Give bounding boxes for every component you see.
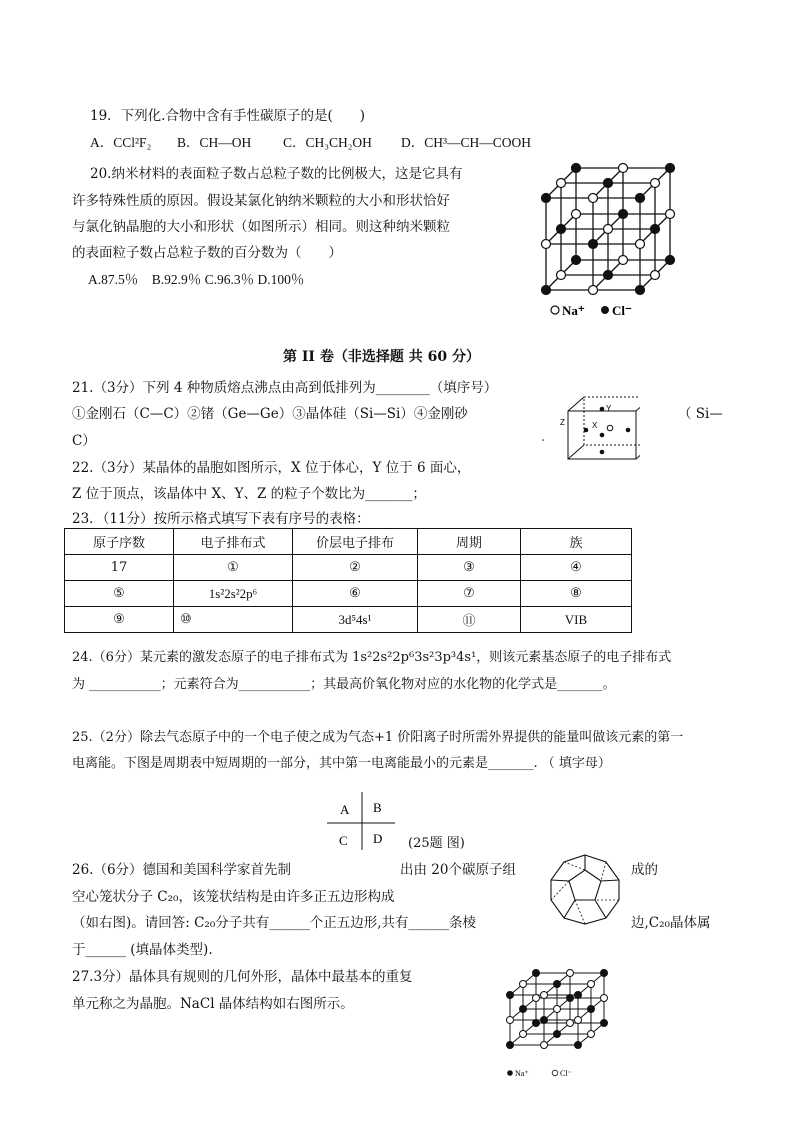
label-x: X <box>592 421 598 430</box>
q26-line-3a: （如右图)。请回答: C₂₀分子共有______个正五边形,共有______条棱 <box>72 915 477 931</box>
q24-line-2: 为 ___________；元素符合为___________；其最高价氧化物对应的水化物的化学式是_______。 <box>72 677 616 692</box>
q20-line-2: 许多特殊性质的原因。假设某氯化钠纳米颗粒的大小和形状恰好 <box>72 193 450 209</box>
q26-line-1b: 出由 20个碳原子组 <box>400 862 516 878</box>
table-cell: ⑥ <box>293 581 418 607</box>
periodic-fragment <box>327 792 397 852</box>
q19-option-c: C．CH₃CH₂OH <box>283 135 372 150</box>
cl-legend-icon <box>601 306 609 314</box>
q26-line-4: 于______ (填晶体类型). <box>72 942 213 958</box>
q25-line-1: 25.（2分）除去气态原子中的一个电子使之成为气态+1 价阳离子时所需外界提供的能量叫做该元素的第一 <box>72 730 684 745</box>
q21-line-2-tail: （ Si— <box>678 406 723 422</box>
q27-line-2: 单元称之为晶胞。NaCl 晶体结构如右图所示。 <box>72 996 354 1012</box>
cell-c: C <box>339 833 348 848</box>
table-row <box>65 607 632 633</box>
nacl-cell-figure-q27 <box>500 965 620 1085</box>
xyz-cell-figure <box>540 392 640 464</box>
table-cell: ④ <box>521 555 632 581</box>
table-cell: ⑩ <box>174 607 293 633</box>
table-cell: ⑧ <box>521 581 632 607</box>
table-cell: ⑤ <box>65 581 174 607</box>
table-cell: ⑪ <box>418 607 521 633</box>
q19-option-a: A．CCl²F₂ <box>90 135 152 150</box>
th-atomic-number: 原子序数 <box>65 529 174 555</box>
y-right-dot <box>626 428 631 433</box>
q19-option-d: D．CH³—CH—COOH <box>401 135 532 150</box>
section-title: 第 II 卷（非选择题 共 60 分） <box>283 349 480 365</box>
table-row <box>65 581 632 607</box>
table-cell: ③ <box>418 555 521 581</box>
cl-legend-icon-q27 <box>552 1070 558 1076</box>
y-left-dot <box>584 428 589 433</box>
label-z: Z <box>560 418 565 427</box>
y-top-dot <box>600 407 605 412</box>
q22-line-2: Z 位于顶点，该晶体中 X、Y、Z 的粒子个数比为_______； <box>72 486 426 502</box>
th-period: 周期 <box>418 529 521 555</box>
na-legend-label: Na⁺ <box>562 303 585 318</box>
table-cell: 3d⁵4s¹ <box>293 607 418 633</box>
q26-line-3b: 边,C₂₀晶体属 <box>631 915 711 931</box>
q20-line-3: 与氯化钠晶胞的大小和形状（如图所示）相同。则这种纳米颗粒 <box>72 219 450 235</box>
q19-stem: 19．下列化.合物中含有手性碳原子的是( ) <box>90 108 366 124</box>
cl-legend-label: Cl⁻ <box>612 303 632 318</box>
q25-line-2: 电离能。下图是周期表中短周期的一部分，其中第一电离能最小的元素是_______. （ 填字母） <box>72 756 611 771</box>
x-center-dot <box>607 425 613 431</box>
th-valence-config: 价层电子排布 <box>293 529 418 555</box>
q27-line-1: 27.3分）晶体具有规则的几何外形，晶体中最基本的重复 <box>72 969 413 985</box>
table-cell: VIB <box>521 607 632 633</box>
na-legend-icon-q27 <box>507 1070 513 1076</box>
q19-option-b: B．CH—OH <box>177 135 252 150</box>
nacl-lattice-figure <box>532 160 692 325</box>
table-row <box>65 555 632 581</box>
y-front-dot <box>600 433 605 438</box>
c20-dodecahedron-figure <box>548 852 622 926</box>
cl-legend-label-q27: Cl⁻ <box>560 1069 572 1078</box>
q24-line-1: 24.（6分）某元素的激发态原子的电子排布式为 1s²2s²2p⁶3s²3p³4s¹，则该元素基态原子的电子排布式 <box>72 650 672 665</box>
na-legend-label-q27: Na⁺ <box>515 1069 529 1078</box>
q25-caption: (25题 图) <box>408 836 465 851</box>
q26-line-2: 空心笼状分子 C₂₀，该笼状结构是由许多正五边形构成 <box>72 889 395 905</box>
q26-line-1a: 26.（6分）德国和美国科学家首先制 <box>72 862 292 878</box>
na-legend-icon <box>551 306 559 314</box>
label-y: Y <box>606 404 612 413</box>
th-electron-config: 电子排布式 <box>174 529 293 555</box>
table-header-row <box>65 529 632 555</box>
y-bottom-dot <box>600 450 605 455</box>
table-cell: ⑨ <box>65 607 174 633</box>
q21-line-3: C） <box>72 433 96 449</box>
table-cell: ⑦ <box>418 581 521 607</box>
table-cell: 17 <box>65 555 174 581</box>
q21-line-2: ①金刚石（C—C）②锗（Ge—Ge）③晶体硅（Si—Si）④金刚砂 <box>72 406 468 422</box>
q23-table <box>64 528 632 633</box>
cell-d: D <box>373 831 383 846</box>
q21-line-1: 21.（3分）下列 4 种物质熔点沸点由高到低排列为________（填序号） <box>72 380 498 396</box>
q20-line-4: 的表面粒子数占总粒子数的百分数为（ ） <box>72 245 342 261</box>
q23-stem: 23．（11分）按所示格式填写下表有序号的表格： <box>72 511 370 527</box>
q20-line-1: 20.纳米材料的表面粒子数占总粒子数的比例极大，这是它具有 <box>90 166 463 182</box>
table-cell: ② <box>293 555 418 581</box>
table-cell: 1s²2s²2p⁶ <box>174 581 293 607</box>
q26-line-1c: 成的 <box>631 862 658 878</box>
lattice-ions <box>542 164 675 295</box>
cell-b: B <box>373 800 382 815</box>
th-group: 族 <box>521 529 632 555</box>
cell-a: A <box>340 802 350 817</box>
q22-line-1: 22.（3分）某晶体的晶胞如图所示，X 位于体心，Y 位于 6 面心， <box>72 460 471 476</box>
table-cell: ① <box>174 555 293 581</box>
q20-options: A.87.5％ B.92.9％ C.96.3％ D.100％ <box>88 272 305 287</box>
